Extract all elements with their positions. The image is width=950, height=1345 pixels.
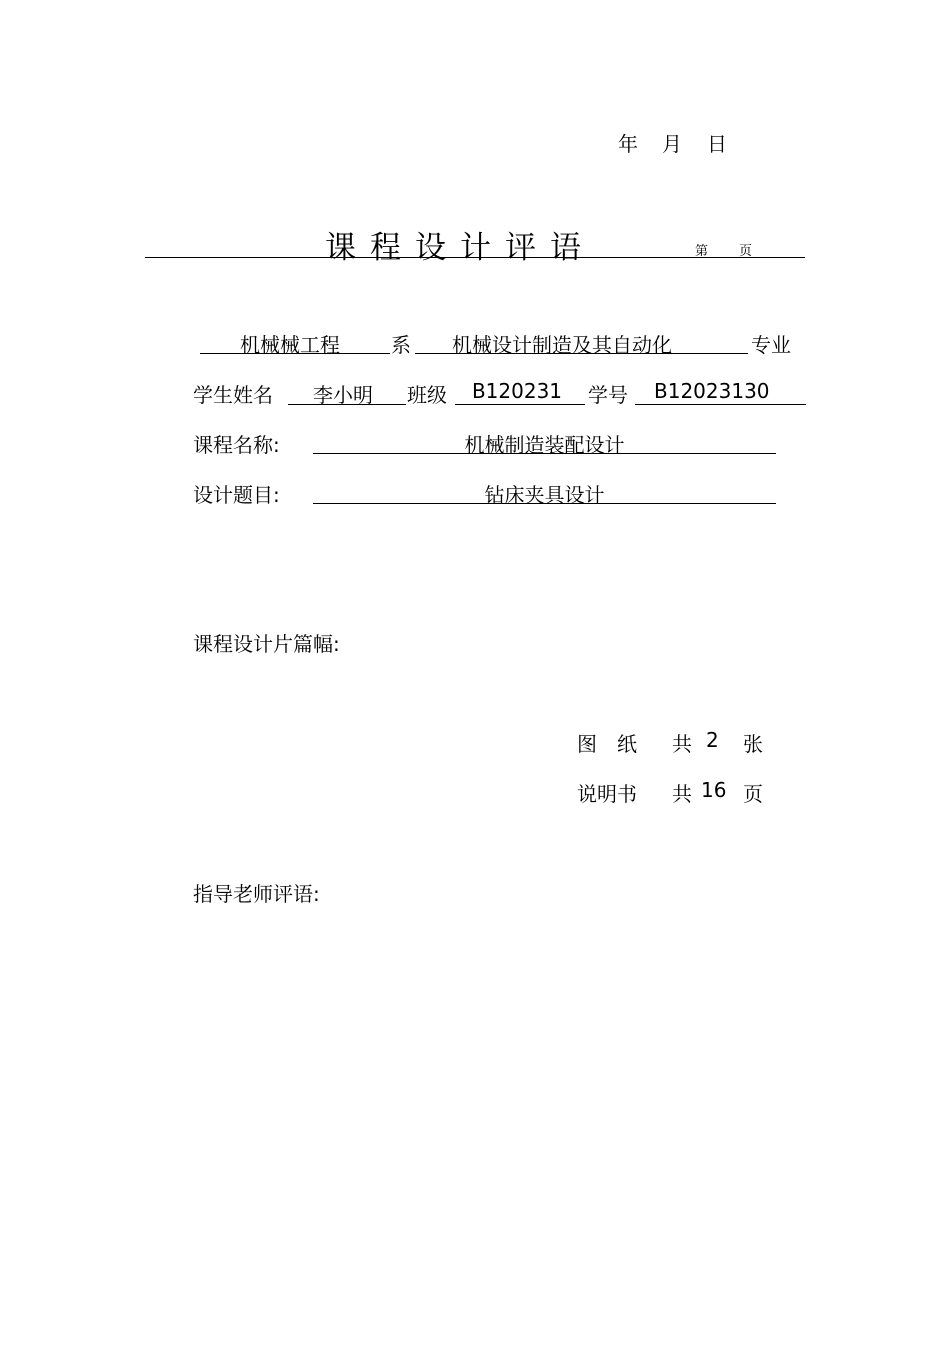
major-suffix: 专业 [751, 333, 791, 357]
design-topic-value: 钻床夹具设计 [484, 483, 605, 507]
class-underline [455, 404, 585, 405]
drawings-unit: 张 [743, 732, 763, 756]
drawings-label: 图 纸 [577, 732, 637, 756]
student-id-underline [635, 404, 806, 405]
drawings-total-label: 共 [672, 732, 692, 756]
date-month-label: 月 [662, 132, 682, 156]
department-value: 机械械工程 [240, 333, 340, 357]
class-label: 班级 [407, 383, 447, 407]
course-name-value: 机械制造装配设计 [464, 433, 625, 457]
student-name-value: 李小明 [313, 383, 373, 407]
manual-unit: 页 [743, 782, 763, 806]
student-name-label: 学生姓名 [193, 383, 273, 407]
date-year-label: 年 [618, 132, 638, 156]
student-id-value: B12023130 [654, 379, 770, 403]
course-name-label: 课程名称: [193, 433, 280, 457]
manual-label: 说明书 [577, 782, 637, 806]
drawings-count: 2 [706, 728, 719, 752]
manual-count: 16 [701, 778, 727, 802]
page-title: 课程设计评语 [325, 230, 595, 266]
design-length-label: 课程设计片篇幅: [193, 632, 340, 656]
advisor-comment-label: 指导老师评语: [193, 882, 320, 906]
page-label-right: 页 [739, 244, 753, 259]
major-value: 机械设计制造及其自动化 [452, 333, 672, 357]
class-value: B120231 [471, 379, 563, 403]
manual-total-label: 共 [672, 782, 692, 806]
date-day-label: 日 [707, 132, 727, 156]
department-suffix: 系 [391, 333, 411, 357]
page-label-left: 第 [695, 244, 709, 259]
design-topic-label: 设计题目: [193, 483, 280, 507]
student-id-label: 学号 [588, 383, 628, 407]
